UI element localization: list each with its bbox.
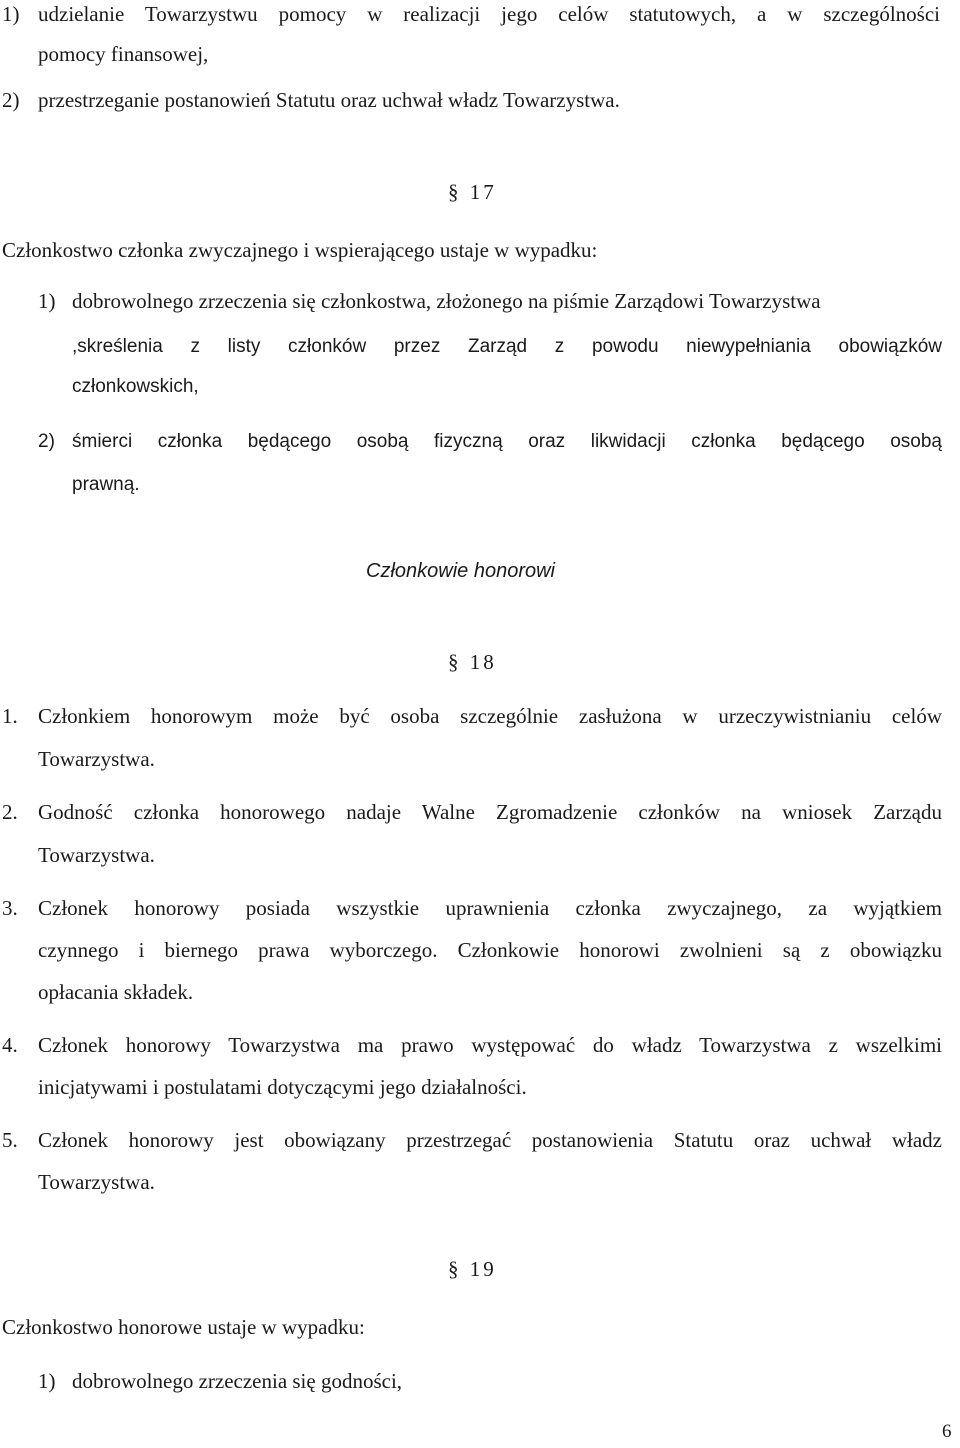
list-item-text: inicjatywami i postulatami dotyczącymi jego działalności. [38,1075,527,1099]
list-number: 3. [2,896,18,920]
list-number: 1) [38,289,56,313]
list-item-text: pomocy finansowej, [38,42,209,66]
list-number: 1. [2,704,18,728]
list-item-text: Towarzystwa. [38,843,155,867]
list-number: 4. [2,1033,18,1057]
subheading: Członkowie honorowi [366,560,555,582]
list-number: 2) [2,88,20,112]
section-intro: Członkostwo członka zwyczajnego i wspierającego ustaje w wypadku: [2,238,598,262]
list-number: 2) [38,431,55,452]
list-item-text: członkowskich, [72,376,199,397]
list-item-text: dobrowolnego zrzeczenia się godności, [72,1369,403,1393]
list-item-text: Członek honorowy Towarzystwa ma prawo występować do władz Towarzystwa z wszelkimi [38,1033,942,1057]
list-item-text: Godność członka honorowego nadaje Walne Zgromadzenie członków na wniosek Zarządu [38,800,942,824]
list-item-text: prawną. [72,474,140,495]
list-item-text: Członek honorowy posiada wszystkie uprawnienia członka zwyczajnego, za wyjątkiem [38,896,942,920]
list-item-text: Członkiem honorowym może być osoba szczególnie zasłużona w urzeczywistnianiu celów [38,704,942,728]
list-item-text: Towarzystwa. [38,1170,155,1194]
page-number: 6 [942,1421,952,1442]
list-item-text: Towarzystwa. [38,747,155,771]
list-item-text: przestrzeganie postanowień Statutu oraz uchwał władz Towarzystwa. [38,88,620,112]
list-number: 1) [2,2,20,26]
list-number: 2. [2,800,18,824]
section-heading: § 17 [448,180,497,204]
list-item-text: opłacania składek. [38,980,194,1004]
list-item-text: śmierci członka będącego osobą fizyczną oraz likwidacji członka będącego osobą [72,431,942,452]
list-item-text: czynnego i biernego prawa wyborczego. Członkowie honorowi zwolnieni są z obowiązku [38,938,942,962]
section-intro: Członkostwo honorowe ustaje w wypadku: [2,1315,365,1339]
section-heading: § 19 [448,1257,497,1281]
list-item-text: dobrowolnego zrzeczenia się członkostwa, złożonego na piśmie Zarządowi Towarzystwa [72,289,821,313]
list-item-text: ,skreślenia z listy członków przez Zarząd z powodu niewypełniania obowiązków [72,336,942,357]
list-number: 1) [38,1369,56,1393]
list-number: 5. [2,1128,18,1152]
list-item-text: udzielanie Towarzystwu pomocy w realizacji jego celów statutowych, a w szczególności [38,2,940,26]
list-item-text: Członek honorowy jest obowiązany przestrzegać postanowienia Statutu oraz uchwał władz [38,1128,942,1152]
section-heading: § 18 [448,650,497,674]
